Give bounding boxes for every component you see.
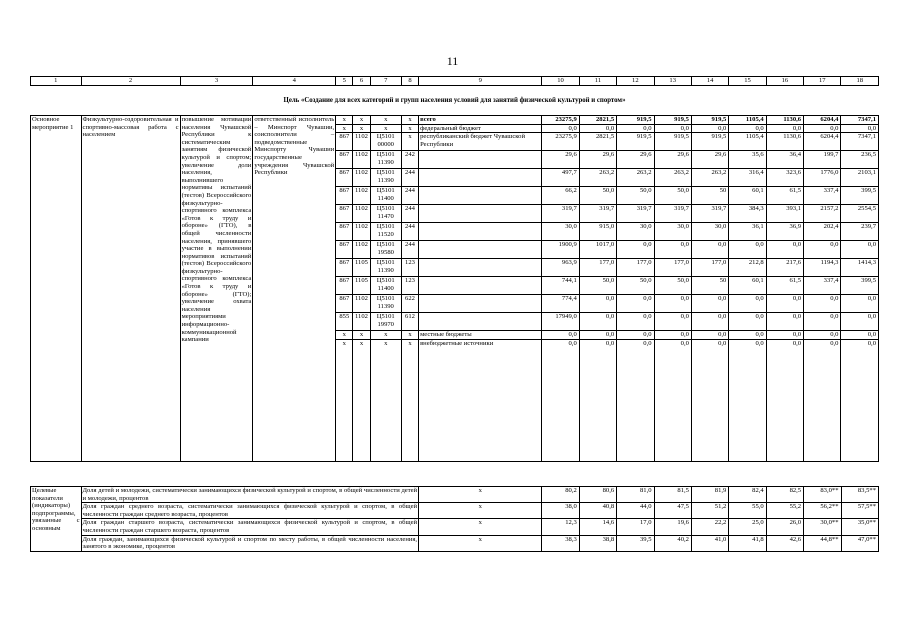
activity-executor: ответственный исполнитель – Минспорт Чувашии, соисполнители – подведомственные Минспорту Чувашии государственные учреждения Чувашской Республики xyxy=(253,116,336,462)
header-col-14: 14 xyxy=(691,77,728,86)
value-cell: 0,0 xyxy=(617,339,654,461)
code-cell: Ц5101 11400 xyxy=(370,187,401,205)
value-cell: 0,0 xyxy=(691,124,728,133)
code-cell: 242 xyxy=(401,151,418,169)
target-value: 81,5 xyxy=(654,487,691,503)
target-value: 80,6 xyxy=(579,487,616,503)
code-cell: Ц5101 11520 xyxy=(370,223,401,241)
code-cell: Ц5101 11400 xyxy=(370,277,401,295)
value-cell: 263,2 xyxy=(691,169,728,187)
value-cell: 1105,4 xyxy=(729,133,766,151)
value-cell: 0,0 xyxy=(617,331,654,340)
value-cell: 0,0 xyxy=(691,331,728,340)
header-col-7: 7 xyxy=(370,77,401,86)
header-col-5: 5 xyxy=(336,77,353,86)
value-cell: 1130,6 xyxy=(766,133,803,151)
code-cell: 612 xyxy=(401,313,418,331)
value-cell: 30,0 xyxy=(654,223,691,241)
target-value: 40,8 xyxy=(579,503,616,519)
value-cell: 323,6 xyxy=(766,169,803,187)
value-cell: 30,0 xyxy=(691,223,728,241)
code-cell: x xyxy=(353,124,370,133)
code-cell: 867 xyxy=(336,223,353,241)
value-cell: 0,0 xyxy=(579,295,616,313)
value-cell: 50,0 xyxy=(617,277,654,295)
target-row xyxy=(31,487,879,503)
target-value: 35,0** xyxy=(841,519,879,535)
code-cell: Ц5101 11470 xyxy=(370,205,401,223)
value-cell: 0,0 xyxy=(654,295,691,313)
code-cell: 244 xyxy=(401,241,418,259)
target-value: 83,0** xyxy=(804,487,841,503)
value-cell: 1776,0 xyxy=(804,169,841,187)
target-text: Доля граждан, занимающихся физической культурой и спортом по месту работы, в общей численности населения, занятого в экономике, процентов xyxy=(82,535,418,551)
code-cell: 867 xyxy=(336,169,353,187)
header-col-1: 1 xyxy=(31,77,82,86)
value-cell: 0,0 xyxy=(766,313,803,331)
code-cell: 244 xyxy=(401,187,418,205)
target-value: 30,0** xyxy=(804,519,841,535)
value-cell: 0,0 xyxy=(654,331,691,340)
value-cell: 212,8 xyxy=(729,259,766,277)
target-value: 26,0 xyxy=(766,519,803,535)
target-value: 44,8** xyxy=(804,535,841,551)
code-cell: Ц5101 19970 xyxy=(370,313,401,331)
value-cell: 319,7 xyxy=(654,205,691,223)
target-text: Доля граждан старшего возраста, систематически занимающихся физической культурой и спортом, в общей численности граждан старшего возраста, процентов xyxy=(82,519,418,534)
value-cell: 0,0 xyxy=(766,339,803,461)
code-cell: 1105 xyxy=(353,277,370,295)
funding-source xyxy=(419,169,542,187)
target-value: 12,3 xyxy=(542,519,579,535)
code-cell: 244 xyxy=(401,223,418,241)
code-cell: 867 xyxy=(336,151,353,169)
value-cell: 1194,3 xyxy=(804,259,841,277)
value-cell: 263,2 xyxy=(579,169,616,187)
value-cell: 7347,1 xyxy=(841,133,879,151)
code-cell: x xyxy=(401,124,418,133)
value-cell: 0,0 xyxy=(579,313,616,331)
value-cell: 0,0 xyxy=(804,295,841,313)
target-value: 51,2 xyxy=(691,503,728,519)
value-cell: 0,0 xyxy=(691,339,728,461)
value-cell: 2821,5 xyxy=(579,133,616,151)
value-cell: 0,0 xyxy=(804,241,841,259)
value-cell: 0,0 xyxy=(841,241,879,259)
header-col-4: 4 xyxy=(253,77,336,86)
value-cell: 177,0 xyxy=(617,259,654,277)
target-value: 39,5 xyxy=(617,535,654,551)
value-cell: 0,0 xyxy=(617,313,654,331)
activity-name: Основное мероприятие 1 xyxy=(31,116,82,462)
header-col-3: 3 xyxy=(180,77,253,86)
value-cell: 0,0 xyxy=(729,339,766,461)
value-cell: 774,4 xyxy=(542,295,579,313)
header-col-9: 9 xyxy=(419,77,542,86)
value-cell: 0,0 xyxy=(729,124,766,133)
value-cell: 7347,1 xyxy=(841,116,879,125)
target-value: 19,6 xyxy=(654,519,691,535)
funding-source xyxy=(419,277,542,295)
code-cell: 244 xyxy=(401,169,418,187)
value-cell: 0,0 xyxy=(804,331,841,340)
code-cell: 867 xyxy=(336,133,353,151)
value-cell: 0,0 xyxy=(804,124,841,133)
code-cell: x xyxy=(353,339,370,461)
value-cell: 50 xyxy=(691,187,728,205)
value-cell: 319,7 xyxy=(579,205,616,223)
code-cell: Ц5101 11390 xyxy=(370,169,401,187)
header-col-17: 17 xyxy=(804,77,841,86)
header-col-15: 15 xyxy=(729,77,766,86)
target-source: x xyxy=(419,503,542,519)
funding-source xyxy=(419,295,542,313)
target-value: 25,0 xyxy=(729,519,766,535)
value-cell: 239,7 xyxy=(841,223,879,241)
value-cell: 29,6 xyxy=(579,151,616,169)
code-cell: Ц5101 19580 xyxy=(370,241,401,259)
value-cell: 337,4 xyxy=(804,277,841,295)
code-cell: 123 xyxy=(401,259,418,277)
code-cell: Ц5101 00000 xyxy=(370,133,401,151)
target-source: x xyxy=(419,519,542,535)
value-cell: 50,0 xyxy=(617,187,654,205)
activity-title: Физкультурно-оздоровительная и спортивно-массовая работа с населением xyxy=(81,116,180,462)
code-cell: x xyxy=(401,339,418,461)
code-cell: x xyxy=(336,331,353,340)
value-cell: 0,0 xyxy=(691,313,728,331)
code-cell: Ц5101 11390 xyxy=(370,295,401,313)
target-value: 80,2 xyxy=(542,487,579,503)
value-cell: 337,4 xyxy=(804,187,841,205)
value-cell: 177,0 xyxy=(579,259,616,277)
code-cell: x xyxy=(370,116,401,125)
funding-source: местные бюджеты xyxy=(419,331,542,340)
target-value: 17,0 xyxy=(617,519,654,535)
value-cell: 497,7 xyxy=(542,169,579,187)
funding-source xyxy=(419,259,542,277)
funding-source xyxy=(419,205,542,223)
target-value: 44,0 xyxy=(617,503,654,519)
value-cell: 50,0 xyxy=(579,277,616,295)
value-cell: 319,7 xyxy=(617,205,654,223)
value-cell: 0,0 xyxy=(841,339,879,461)
value-cell: 6204,4 xyxy=(804,116,841,125)
code-cell: 1102 xyxy=(353,205,370,223)
value-cell: 1900,9 xyxy=(542,241,579,259)
target-value: 47,0** xyxy=(841,535,879,551)
value-cell: 0,0 xyxy=(579,124,616,133)
value-cell: 202,4 xyxy=(804,223,841,241)
value-cell: 744,1 xyxy=(542,277,579,295)
target-value: 40,2 xyxy=(654,535,691,551)
target-value: 55,0 xyxy=(729,503,766,519)
code-cell: x xyxy=(336,116,353,125)
value-cell: 919,5 xyxy=(617,133,654,151)
value-cell: 0,0 xyxy=(729,313,766,331)
value-cell: 50,0 xyxy=(579,187,616,205)
funding-source xyxy=(419,151,542,169)
target-text: Доля граждан среднего возраста, систематически занимающихся физической культурой и спортом, в общей численности граждан среднего возраста, процентов xyxy=(82,503,418,518)
header-col-8: 8 xyxy=(401,77,418,86)
value-cell: 29,6 xyxy=(654,151,691,169)
value-cell: 6204,4 xyxy=(804,133,841,151)
code-cell: 123 xyxy=(401,277,418,295)
code-cell: 1102 xyxy=(353,313,370,331)
code-cell: x xyxy=(370,339,401,461)
value-cell: 177,0 xyxy=(654,259,691,277)
value-cell: 0,0 xyxy=(841,331,879,340)
value-cell: 0,0 xyxy=(617,295,654,313)
code-cell: 867 xyxy=(336,187,353,205)
value-cell: 393,1 xyxy=(766,205,803,223)
value-cell: 919,5 xyxy=(691,133,728,151)
header-col-2: 2 xyxy=(81,77,180,86)
value-cell: 60,1 xyxy=(729,187,766,205)
code-cell: 1105 xyxy=(353,259,370,277)
value-cell: 2157,2 xyxy=(804,205,841,223)
value-cell: 0,0 xyxy=(579,339,616,461)
column-numbers-header xyxy=(30,76,879,86)
code-cell: x xyxy=(353,116,370,125)
funding-source xyxy=(419,313,542,331)
value-cell: 2103,1 xyxy=(841,169,879,187)
value-cell: 0,0 xyxy=(729,331,766,340)
value-cell: 0,0 xyxy=(654,313,691,331)
header-col-6: 6 xyxy=(353,77,370,86)
value-cell: 60,1 xyxy=(729,277,766,295)
value-cell: 0,0 xyxy=(841,313,879,331)
value-cell: 0,0 xyxy=(691,241,728,259)
code-cell: x xyxy=(401,133,418,151)
target-value: 38,3 xyxy=(542,535,579,551)
value-cell: 384,3 xyxy=(729,205,766,223)
value-cell: 1017,0 xyxy=(579,241,616,259)
value-cell: 399,5 xyxy=(841,187,879,205)
target-value: 42,6 xyxy=(766,535,803,551)
value-cell: 263,2 xyxy=(654,169,691,187)
value-cell: 29,6 xyxy=(542,151,579,169)
value-cell: 0,0 xyxy=(542,124,579,133)
code-cell: 622 xyxy=(401,295,418,313)
target-text: Доля детей и молодежи, систематически занимающихся физической культурой и спортом, в общей численности детей и молодежи, процентов xyxy=(82,487,418,502)
value-cell: 399,5 xyxy=(841,277,879,295)
funding-source xyxy=(419,187,542,205)
code-cell: x xyxy=(336,124,353,133)
value-cell: 319,7 xyxy=(542,205,579,223)
value-cell: 29,6 xyxy=(617,151,654,169)
value-cell: 0,0 xyxy=(654,339,691,461)
value-cell: 23275,9 xyxy=(542,116,579,125)
code-cell: x xyxy=(401,331,418,340)
target-value: 55,2 xyxy=(766,503,803,519)
target-value: 41,0 xyxy=(691,535,728,551)
value-cell: 0,0 xyxy=(841,295,879,313)
value-cell: 919,5 xyxy=(691,116,728,125)
header-col-16: 16 xyxy=(766,77,803,86)
value-cell: 963,9 xyxy=(542,259,579,277)
value-cell: 919,5 xyxy=(654,116,691,125)
value-cell: 50,0 xyxy=(654,187,691,205)
value-cell: 263,2 xyxy=(617,169,654,187)
header-col-13: 13 xyxy=(654,77,691,86)
code-cell: 1102 xyxy=(353,187,370,205)
value-cell: 30,0 xyxy=(617,223,654,241)
value-cell: 319,7 xyxy=(691,205,728,223)
value-cell: 0,0 xyxy=(691,295,728,313)
code-cell: 1102 xyxy=(353,241,370,259)
target-source: x xyxy=(419,487,542,503)
value-cell: 50,0 xyxy=(654,277,691,295)
value-cell: 61,5 xyxy=(766,187,803,205)
value-cell: 61,5 xyxy=(766,277,803,295)
page-number: 11 xyxy=(446,54,459,68)
value-cell: 2821,5 xyxy=(579,116,616,125)
code-cell: 244 xyxy=(401,205,418,223)
value-cell: 23275,9 xyxy=(542,133,579,151)
code-cell: Ц5101 11390 xyxy=(370,259,401,277)
value-cell: 0,0 xyxy=(766,241,803,259)
value-cell: 0,0 xyxy=(542,331,579,340)
header-col-18: 18 xyxy=(841,77,879,86)
code-cell: 867 xyxy=(336,277,353,295)
value-cell: 1130,6 xyxy=(766,116,803,125)
code-cell: 867 xyxy=(336,205,353,223)
code-cell: Ц5101 11390 xyxy=(370,151,401,169)
target-value: 41,8 xyxy=(729,535,766,551)
value-cell: 0,0 xyxy=(804,313,841,331)
value-cell: 0,0 xyxy=(542,339,579,461)
value-cell: 0,0 xyxy=(766,295,803,313)
value-cell: 36,9 xyxy=(766,223,803,241)
value-cell: 0,0 xyxy=(729,241,766,259)
target-row xyxy=(31,503,879,519)
value-cell: 29,6 xyxy=(691,151,728,169)
value-cell: 0,0 xyxy=(766,331,803,340)
value-cell: 30,0 xyxy=(542,223,579,241)
code-cell: 1102 xyxy=(353,169,370,187)
target-value: 82,5 xyxy=(766,487,803,503)
value-cell: 0,0 xyxy=(617,124,654,133)
value-cell: 1414,3 xyxy=(841,259,879,277)
value-cell: 2554,5 xyxy=(841,205,879,223)
value-cell: 36,4 xyxy=(766,151,803,169)
value-cell: 50 xyxy=(691,277,728,295)
funding-source: внебюджетные источники xyxy=(419,339,542,461)
value-cell: 0,0 xyxy=(841,124,879,133)
target-value: 38,0 xyxy=(542,503,579,519)
code-cell: 1102 xyxy=(353,295,370,313)
target-value: 82,4 xyxy=(729,487,766,503)
targets-table xyxy=(30,486,879,552)
target-row xyxy=(31,535,879,551)
code-cell: x xyxy=(353,331,370,340)
funding-source xyxy=(419,241,542,259)
code-cell: 867 xyxy=(336,259,353,277)
target-value: 81,0 xyxy=(617,487,654,503)
value-cell: 0,0 xyxy=(729,295,766,313)
header-col-10: 10 xyxy=(542,77,579,86)
value-cell: 0,0 xyxy=(804,339,841,461)
budget-table xyxy=(30,115,879,462)
table-row xyxy=(31,116,879,125)
value-cell: 36,1 xyxy=(729,223,766,241)
funding-source xyxy=(419,223,542,241)
target-row xyxy=(31,519,879,535)
code-cell: 1102 xyxy=(353,151,370,169)
code-cell: 1102 xyxy=(353,223,370,241)
value-cell: 0,0 xyxy=(617,241,654,259)
value-cell: 919,5 xyxy=(617,116,654,125)
value-cell: 199,7 xyxy=(804,151,841,169)
target-value: 22,2 xyxy=(691,519,728,535)
code-cell: x xyxy=(401,116,418,125)
code-cell: 1102 xyxy=(353,133,370,151)
value-cell: 316,4 xyxy=(729,169,766,187)
header-col-11: 11 xyxy=(579,77,616,86)
activity-goal: повышение мотивации населения Чувашской Республики к систематическим занятиям физической культурой и спортом; увеличение доли населения, выполнившего нормативы испытаний (тестов) Всероссийского физкультурно-спортивного комплекса «Готов к труду и обороне» (ГТО), в общей численности населения, принявшего участие в выполнении нормативов испытаний (тестов) Всероссийского физкультурно-спортивного комплекса «Готов к труду и обороне» (ГТО); увеличение охвата населения мероприятиями информационно-коммуникационной кампании xyxy=(180,116,253,462)
value-cell: 17949,0 xyxy=(542,313,579,331)
code-cell: 855 xyxy=(336,313,353,331)
value-cell: 177,0 xyxy=(691,259,728,277)
value-cell: 35,6 xyxy=(729,151,766,169)
target-value: 38,8 xyxy=(579,535,616,551)
value-cell: 66,2 xyxy=(542,187,579,205)
value-cell: 0,0 xyxy=(766,124,803,133)
target-value: 81,9 xyxy=(691,487,728,503)
target-value: 83,5** xyxy=(841,487,879,503)
goal-title: Цель «Создание для всех категорий и групп населения условий для занятий физической культурой и спортом» xyxy=(283,97,626,104)
target-value: 14,6 xyxy=(579,519,616,535)
code-cell: 867 xyxy=(336,295,353,313)
value-cell: 1105,4 xyxy=(729,116,766,125)
value-cell: 236,5 xyxy=(841,151,879,169)
target-value: 56,2** xyxy=(804,503,841,519)
target-value: 47,5 xyxy=(654,503,691,519)
funding-source: всего xyxy=(419,116,542,125)
value-cell: 217,6 xyxy=(766,259,803,277)
value-cell: 0,0 xyxy=(654,124,691,133)
header-col-12: 12 xyxy=(617,77,654,86)
target-source: x xyxy=(419,535,542,551)
code-cell: x xyxy=(336,339,353,461)
target-value: 57,5** xyxy=(841,503,879,519)
code-cell: x xyxy=(370,124,401,133)
targets-label: Целевые показатели (индикаторы) подпрограммы, увязанные с основным xyxy=(31,487,82,552)
code-cell: 867 xyxy=(336,241,353,259)
value-cell: 919,5 xyxy=(654,133,691,151)
value-cell: 0,0 xyxy=(654,241,691,259)
value-cell: 915,0 xyxy=(579,223,616,241)
code-cell: x xyxy=(370,331,401,340)
funding-source: республиканский бюджет Чувашской Республики xyxy=(419,133,542,151)
funding-source: федеральный бюджет xyxy=(419,124,542,133)
value-cell: 0,0 xyxy=(579,331,616,340)
